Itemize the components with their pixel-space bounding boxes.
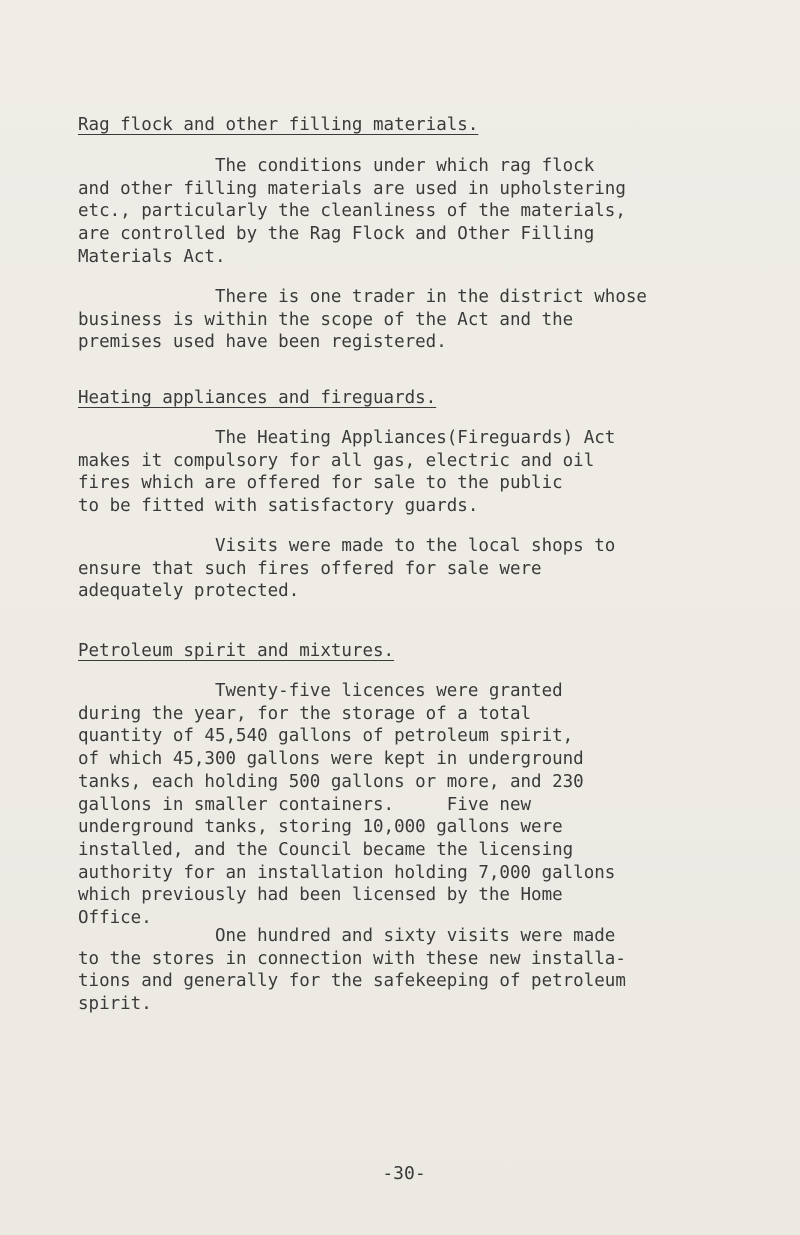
paragraph-rag-flock-conditions: The conditions under which rag flock and other filling materials are used in upholstering etc., particularly the cleanliness of the materials, are controlled by the Rag Flock and Other Filling Materials Act.	[78, 156, 626, 267]
heading-petroleum-spirit: Petroleum spirit and mixtures.	[78, 641, 395, 661]
heading-heating-appliances: Heating appliances and fireguards.	[78, 388, 437, 408]
page-number: -30-	[382, 1163, 426, 1184]
paragraph-petroleum-licences: Twenty-five licences were granted during the year, for the storage of a total quantity of 45,540 gallons of petroleum spirit, of which 45,300 gallons were kept in underground tanks, each holding 500 gallons or more, and 230 gallons in smaller containers. Five new underground tanks, storing 10,000 gallons were installed, and the Council became the licensing authority for an installation holding 7,000 gallons which previously had been licensed by the Home Office.	[78, 681, 616, 929]
paragraph-heating-act: The Heating Appliances(Fireguards) Act makes it compulsory for all gas, electric and oil fires which are offered for sale to the public to be fitted with satisfactory guards.	[78, 428, 616, 517]
paragraph-heating-visits: Visits were made to the local shops to ensure that such fires offered for sale were adequately protected.	[78, 536, 616, 602]
heading-rag-flock: Rag flock and other filling materials.	[78, 115, 479, 135]
paragraph-petroleum-visits: One hundred and sixty visits were made to the stores in connection with these new installa- tions and generally for the safekeeping of petroleum spirit.	[78, 926, 626, 1015]
paragraph-rag-flock-trader: There is one trader in the district whose business is within the scope of the Act and the premises used have been registered.	[78, 287, 647, 353]
